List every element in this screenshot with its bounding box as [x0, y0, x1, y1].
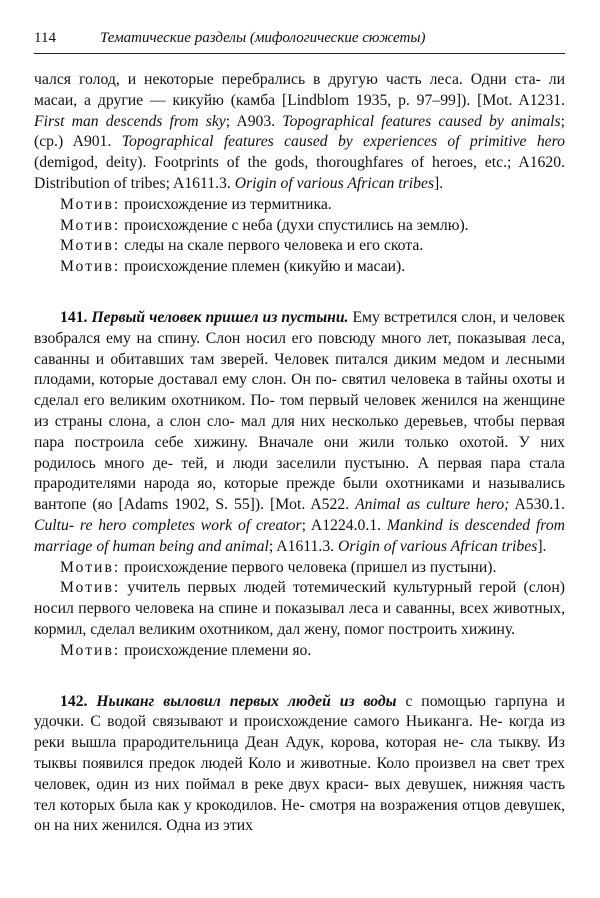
motif-line — [34, 236, 565, 257]
section-141-title: Первый человек пришел из пустыни. — [91, 308, 349, 326]
section-142-text: с помощью гарпуна и удочки. С водой связывают и происхождение самого Ньиканга. Не- когда из реки вышла прародительница Деан Адук, корова, которая не- сла тыкву. Из тыквы появился предок людей Коло и животные. Коло произвел на свет трех человек, один из них поймал в реке двух краси- вых девушек, нижняя часть тел которых была как у крокодилов. Не- смотря на возражения отцов девушек, он на них женился. Одна из этих — [34, 692, 565, 835]
motif-text: происхождение из термитника. — [120, 195, 332, 213]
motif-label: Мотив: — [60, 258, 121, 276]
section-141-text-2: A530.1. — [509, 496, 566, 514]
section-141-text-4: ; A1611.3. — [268, 537, 339, 555]
intro-italic-3: Topographical features caused by experiences of primitive hero — [121, 133, 565, 151]
motif-line — [34, 641, 565, 662]
page-body — [34, 70, 565, 837]
motif-text: происхождение с неба (духи спустились на землю). — [120, 216, 469, 234]
motif-text: происхождение племен (кикуйю и масаи). — [120, 258, 406, 276]
motif-text: происхождение первого человека (пришел из пустыни). — [120, 558, 497, 576]
motif-label: Мотив: — [60, 558, 121, 576]
motif-line — [34, 195, 565, 216]
motif-text: следы на скале первого человека и его скота. — [120, 237, 424, 255]
motif-label: Мотив: — [60, 579, 121, 597]
section-142-paragraph — [34, 692, 565, 838]
running-head: Тематические разделы (мифологические сюжеты) — [100, 30, 426, 46]
section-142-number: 142. — [60, 692, 88, 710]
intro-text-3: ; (cp.) A901. — [34, 112, 565, 151]
section-141-italic-2: Cultu- re hero completes work of creator — [34, 516, 302, 534]
intro-italic-2: Topographical features caused by animals — [282, 112, 561, 130]
section-gap — [34, 278, 565, 308]
intro-text-5: ]. — [434, 174, 444, 192]
section-gap — [34, 662, 565, 692]
motif-line — [34, 216, 565, 237]
intro-text-2: ; A903. — [225, 112, 283, 130]
section-141-paragraph — [34, 308, 565, 558]
motif-line — [34, 257, 565, 278]
motif-label: Мотив: — [60, 195, 121, 213]
section-141-text-1: Ему встретился слон, и человек взобрался ему на спину. Слон носил его повсюду много лет, показывая леса, саванны и обитавших там зверей. Человек питался диким медом и лесными плодами, которые доставал ему слон. Он по- святил человека в тайны охоты и сделал его великим охотником. По- том первый человек женился на женщине из страны слона, а слон сло- мал для них несколько деревьев, чтобы первая пара построила себе хижину. Вначале они жили только охотой. У них родилось много де- тей, и люди заселили пустыню. А первая пара стала прародителями народа яо, которые прежде были охотниками и назывались вантопе (яо [Adams 1902, S. 55]). [Mot. A522. — [34, 308, 566, 514]
motif-label: Мотив: — [60, 237, 121, 255]
intro-italic-4: Origin of various African tribes — [234, 174, 435, 192]
section-142-title: Ньиканг выловил первых людей из воды — [96, 692, 397, 710]
motif-text: происхождение племени яо. — [120, 641, 312, 659]
intro-text-1: чался голод, и некоторые перебрались в другую часть леса. Одни ста- ли масаи, а другие — кикуйю (камба [Lindblom 1935, p. 97–99]). [Mot. A1231. — [34, 71, 565, 109]
motif-line — [34, 578, 565, 640]
page-header — [34, 28, 560, 50]
page-number: 114 — [34, 30, 56, 46]
section-141-italic-3: Mankind is descended from marriage of human being and animal — [34, 516, 566, 555]
section-141-text-5: ]. — [537, 537, 547, 555]
intro-italic-1: First man descends from sky — [34, 112, 226, 130]
section-141-italic-4: Origin of various African tribes — [338, 537, 538, 555]
header-rule — [34, 53, 565, 54]
section-141-number: 141. — [60, 308, 88, 326]
motif-line — [34, 558, 565, 579]
motif-label: Мотив: — [60, 216, 121, 234]
motif-text: учитель первых людей тотемический культурный герой (слон) носил первого человека на спине и показывал леса и саванны, всех животных, кормил, сделал великим охотником, дал жену, помог построить хижину. — [34, 579, 565, 638]
motif-label: Мотив: — [60, 641, 121, 659]
intro-text-4: (demigod, deity). Footprints of the gods, thoroughfares of heroes, etc.; A1620. Distribution of tribes; A1611.3. — [34, 154, 565, 192]
intro-paragraph — [34, 70, 565, 195]
section-141-italic-1: Animal as culture hero; — [355, 496, 510, 514]
section-141-text-3: ; A1224.0.1. — [301, 516, 387, 534]
